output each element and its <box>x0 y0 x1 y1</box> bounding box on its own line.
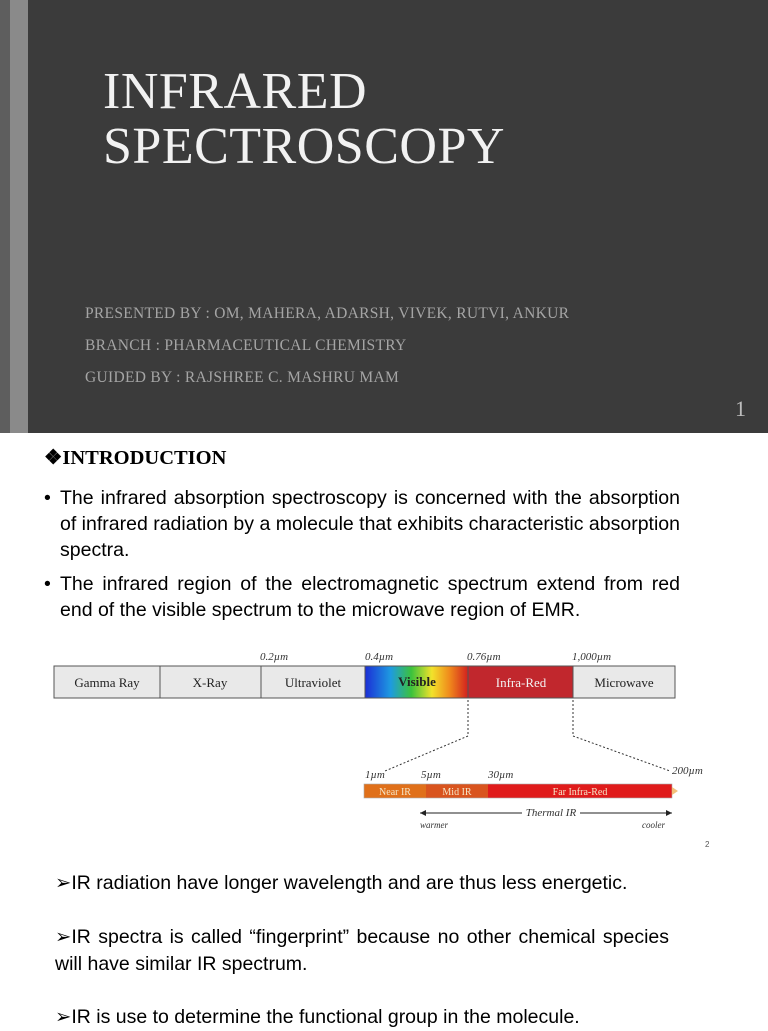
ir-boundary-label: 30µm <box>488 769 514 781</box>
bullet-dot-icon: • <box>44 573 51 595</box>
branch: BRANCH : PHARMACEUTICAL CHEMISTRY <box>85 337 407 354</box>
ir-boundary-label: 200µm <box>672 765 703 777</box>
point-item <box>55 870 669 897</box>
arrow-bullet-icon: ➢ <box>55 1006 72 1028</box>
region-label: Ultraviolet <box>284 675 342 690</box>
title-slide <box>0 0 768 433</box>
point-item <box>55 924 669 978</box>
region-label: Infra-Red <box>495 675 547 690</box>
boundary-label: 0.4µm <box>365 651 394 663</box>
region-label: Visible <box>398 674 436 689</box>
arrow-bullet-icon: ➢ <box>55 872 72 894</box>
guided-by: GUIDED BY : RAJSHREE C. MASHRU MAM <box>85 369 400 386</box>
bullet-item <box>44 571 680 623</box>
ir-subregion-label: Far Infra-Red <box>552 787 608 798</box>
page-number: 2 <box>705 840 710 849</box>
thermal-ir-label: Thermal IR <box>525 807 577 819</box>
heading-text: INTRODUCTION <box>62 447 227 469</box>
em-spectrum-diagram <box>52 648 703 833</box>
right-arrow-icon <box>666 810 672 816</box>
arrowhead-icon <box>672 787 678 795</box>
boundary-label: 0.2µm <box>260 651 289 663</box>
ir-boundary-label: 5µm <box>421 769 441 781</box>
warmer-label: warmer <box>420 820 449 830</box>
bullet-dot-icon: • <box>44 487 51 509</box>
page-number: 1 <box>735 396 746 421</box>
point-item <box>55 1004 669 1031</box>
bullet-item <box>44 485 680 563</box>
accent-bar-dark <box>0 0 10 433</box>
ir-subregion-label: Mid IR <box>442 787 472 798</box>
bullet-text: The infrared region of the electromagnetic spectrum extend from red end of the visible spectrum to the microwave region of EMR. <box>60 573 680 621</box>
point-text: IR is use to determine the functional group in the molecule. <box>71 1006 580 1028</box>
title-line-2: SPECTROSCOPY <box>103 118 505 175</box>
point-text: IR radiation have longer wavelength and are thus less energetic. <box>71 872 628 894</box>
cooler-label: cooler <box>642 820 665 830</box>
ir-boundary-label: 1µm <box>365 769 385 781</box>
content-slide <box>0 433 768 1028</box>
presented-by: PRESENTED BY : OM, MAHERA, ADARSH, VIVEK, RUTVI, ANKUR <box>85 305 570 322</box>
diamond-bullet-icon: ❖ <box>44 447 63 469</box>
bullet-text: The infrared absorption spectroscopy is concerned with the absorption of infrared radiation by a molecule that exhibits characteristic absorption spectra. <box>60 487 680 561</box>
region-label: Gamma Ray <box>74 675 140 690</box>
point-text: IR spectra is called “fingerprint” because no other chemical species will have similar IR spectrum. <box>55 926 669 975</box>
region-label: X-Ray <box>192 675 228 690</box>
arrow-bullet-icon: ➢ <box>55 926 72 948</box>
boundary-label: 0.76µm <box>467 651 501 663</box>
guide-line <box>573 736 670 771</box>
guide-line <box>385 736 468 771</box>
section-heading <box>44 445 226 470</box>
boundary-label: 1,000µm <box>572 651 612 663</box>
title-line-1: INFRARED <box>103 63 368 120</box>
left-arrow-icon <box>420 810 426 816</box>
accent-bar-light <box>10 0 28 433</box>
region-label: Microwave <box>594 675 654 690</box>
ir-subregion-label: Near IR <box>379 787 411 798</box>
slide-title <box>103 64 505 174</box>
